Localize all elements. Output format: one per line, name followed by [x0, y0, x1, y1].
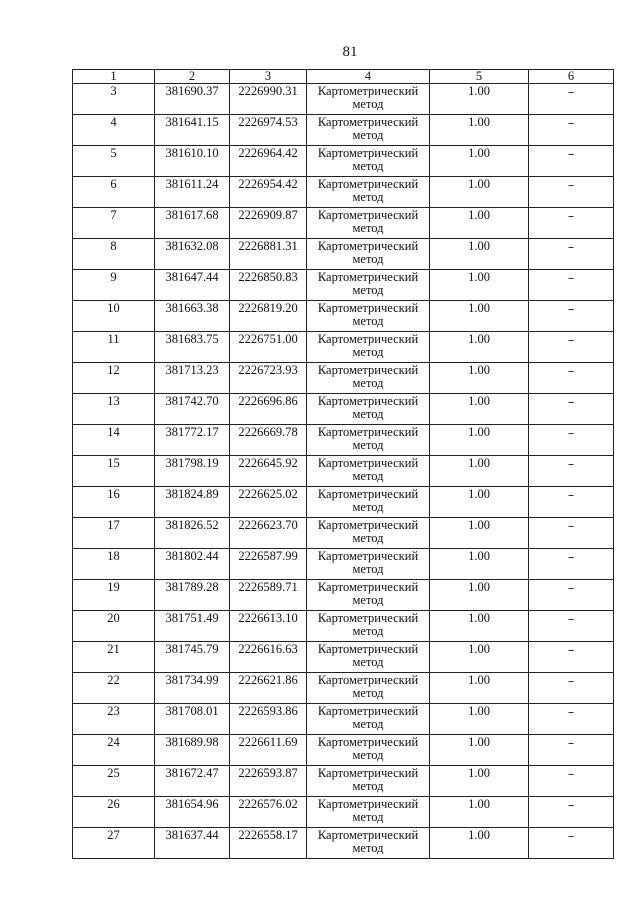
table-row — [73, 704, 614, 735]
table-row — [73, 518, 614, 549]
accuracy-cell: 1.00 — [430, 332, 529, 363]
y-coordinate-cell: 2226625.02 — [230, 487, 307, 518]
y-coordinate-cell: 2226964.42 — [230, 146, 307, 177]
method-cell: Картометрический метод — [307, 580, 430, 611]
y-coordinate-cell: 2226696.86 — [230, 394, 307, 425]
accuracy-cell: 1.00 — [430, 549, 529, 580]
description-cell: – — [529, 270, 614, 301]
method-cell: Картометрический метод — [307, 487, 430, 518]
method-cell: Картометрический метод — [307, 797, 430, 828]
x-coordinate-cell: 381713.23 — [155, 363, 230, 394]
y-coordinate-cell: 2226974.53 — [230, 115, 307, 146]
point-number-cell: 11 — [73, 332, 155, 363]
accuracy-cell: 1.00 — [430, 611, 529, 642]
table-row — [73, 580, 614, 611]
accuracy-cell: 1.00 — [430, 642, 529, 673]
column-header: 1 — [73, 70, 155, 84]
accuracy-cell: 1.00 — [430, 394, 529, 425]
method-cell: Картометрический метод — [307, 766, 430, 797]
method-cell: Картометрический метод — [307, 642, 430, 673]
y-coordinate-cell: 2226621.86 — [230, 673, 307, 704]
description-cell: – — [529, 704, 614, 735]
table-row — [73, 828, 614, 859]
method-cell: Картометрический метод — [307, 177, 430, 208]
y-coordinate-cell: 2226669.78 — [230, 425, 307, 456]
x-coordinate-cell: 381654.96 — [155, 797, 230, 828]
method-cell: Картометрический метод — [307, 146, 430, 177]
accuracy-cell: 1.00 — [430, 115, 529, 146]
header-row — [73, 70, 614, 84]
method-cell: Картометрический метод — [307, 301, 430, 332]
description-cell: – — [529, 177, 614, 208]
x-coordinate-cell: 381689.98 — [155, 735, 230, 766]
table-row — [73, 487, 614, 518]
accuracy-cell: 1.00 — [430, 828, 529, 859]
description-cell: – — [529, 611, 614, 642]
y-coordinate-cell: 2226616.63 — [230, 642, 307, 673]
table-row — [73, 394, 614, 425]
table-row — [73, 766, 614, 797]
description-cell: – — [529, 828, 614, 859]
y-coordinate-cell: 2226645.92 — [230, 456, 307, 487]
y-coordinate-cell: 2226723.93 — [230, 363, 307, 394]
point-number-cell: 20 — [73, 611, 155, 642]
accuracy-cell: 1.00 — [430, 797, 529, 828]
x-coordinate-cell: 381672.47 — [155, 766, 230, 797]
table-row — [73, 146, 614, 177]
method-cell: Картометрический метод — [307, 394, 430, 425]
y-coordinate-cell: 2226909.87 — [230, 208, 307, 239]
table-row — [73, 735, 614, 766]
method-cell: Картометрический метод — [307, 84, 430, 115]
description-cell: – — [529, 363, 614, 394]
point-number-cell: 15 — [73, 456, 155, 487]
accuracy-cell: 1.00 — [430, 766, 529, 797]
accuracy-cell: 1.00 — [430, 425, 529, 456]
table-row — [73, 673, 614, 704]
point-number-cell: 21 — [73, 642, 155, 673]
method-cell: Картометрический метод — [307, 518, 430, 549]
point-number-cell: 14 — [73, 425, 155, 456]
point-number-cell: 3 — [73, 84, 155, 115]
y-coordinate-cell: 2226881.31 — [230, 239, 307, 270]
description-cell: – — [529, 642, 614, 673]
description-cell: – — [529, 332, 614, 363]
x-coordinate-cell: 381826.52 — [155, 518, 230, 549]
x-coordinate-cell: 381610.10 — [155, 146, 230, 177]
table-row — [73, 177, 614, 208]
accuracy-cell: 1.00 — [430, 146, 529, 177]
accuracy-cell: 1.00 — [430, 704, 529, 735]
table-row — [73, 239, 614, 270]
accuracy-cell: 1.00 — [430, 487, 529, 518]
accuracy-cell: 1.00 — [430, 580, 529, 611]
y-coordinate-cell: 2226558.17 — [230, 828, 307, 859]
x-coordinate-cell: 381772.17 — [155, 425, 230, 456]
description-cell: – — [529, 301, 614, 332]
method-cell: Картометрический метод — [307, 239, 430, 270]
accuracy-cell: 1.00 — [430, 363, 529, 394]
point-number-cell: 4 — [73, 115, 155, 146]
x-coordinate-cell: 381734.99 — [155, 673, 230, 704]
table-row — [73, 549, 614, 580]
table-row — [73, 425, 614, 456]
point-number-cell: 8 — [73, 239, 155, 270]
point-number-cell: 5 — [73, 146, 155, 177]
y-coordinate-cell: 2226587.99 — [230, 549, 307, 580]
x-coordinate-cell: 381637.44 — [155, 828, 230, 859]
table-row — [73, 456, 614, 487]
description-cell: – — [529, 797, 614, 828]
table-row — [73, 270, 614, 301]
accuracy-cell: 1.00 — [430, 301, 529, 332]
x-coordinate-cell: 381824.89 — [155, 487, 230, 518]
method-cell: Картометрический метод — [307, 115, 430, 146]
accuracy-cell: 1.00 — [430, 208, 529, 239]
method-cell: Картометрический метод — [307, 549, 430, 580]
point-number-cell: 12 — [73, 363, 155, 394]
page-number: 81 — [342, 44, 358, 60]
accuracy-cell: 1.00 — [430, 735, 529, 766]
y-coordinate-cell: 2226751.00 — [230, 332, 307, 363]
point-number-cell: 23 — [73, 704, 155, 735]
y-coordinate-cell: 2226850.83 — [230, 270, 307, 301]
point-number-cell: 22 — [73, 673, 155, 704]
point-number-cell: 18 — [73, 549, 155, 580]
method-cell: Картометрический метод — [307, 270, 430, 301]
method-cell: Картометрический метод — [307, 611, 430, 642]
x-coordinate-cell: 381742.70 — [155, 394, 230, 425]
method-cell: Картометрический метод — [307, 425, 430, 456]
table-row — [73, 208, 614, 239]
x-coordinate-cell: 381632.08 — [155, 239, 230, 270]
description-cell: – — [529, 84, 614, 115]
method-cell: Картометрический метод — [307, 456, 430, 487]
column-header: 4 — [307, 70, 430, 84]
description-cell: – — [529, 208, 614, 239]
column-header: 5 — [430, 70, 529, 84]
x-coordinate-cell: 381798.19 — [155, 456, 230, 487]
method-cell: Картометрический метод — [307, 735, 430, 766]
method-cell: Картометрический метод — [307, 363, 430, 394]
description-cell: – — [529, 673, 614, 704]
method-cell: Картометрический метод — [307, 673, 430, 704]
point-number-cell: 9 — [73, 270, 155, 301]
table-row — [73, 84, 614, 115]
description-cell: – — [529, 146, 614, 177]
table-row — [73, 115, 614, 146]
column-header: 6 — [529, 70, 614, 84]
point-number-cell: 17 — [73, 518, 155, 549]
point-number-cell: 7 — [73, 208, 155, 239]
description-cell: – — [529, 394, 614, 425]
point-number-cell: 10 — [73, 301, 155, 332]
table-row — [73, 332, 614, 363]
method-cell: Картометрический метод — [307, 704, 430, 735]
y-coordinate-cell: 2226954.42 — [230, 177, 307, 208]
y-coordinate-cell: 2226613.10 — [230, 611, 307, 642]
x-coordinate-cell: 381611.24 — [155, 177, 230, 208]
description-cell: – — [529, 425, 614, 456]
table-row — [73, 642, 614, 673]
column-header: 3 — [230, 70, 307, 84]
y-coordinate-cell: 2226593.86 — [230, 704, 307, 735]
point-number-cell: 16 — [73, 487, 155, 518]
x-coordinate-cell: 381789.28 — [155, 580, 230, 611]
point-number-cell: 24 — [73, 735, 155, 766]
y-coordinate-cell: 2226819.20 — [230, 301, 307, 332]
table-row — [73, 301, 614, 332]
description-cell: – — [529, 580, 614, 611]
x-coordinate-cell: 381690.37 — [155, 84, 230, 115]
accuracy-cell: 1.00 — [430, 456, 529, 487]
x-coordinate-cell: 381647.44 — [155, 270, 230, 301]
y-coordinate-cell: 2226611.69 — [230, 735, 307, 766]
table-body — [73, 84, 614, 859]
description-cell: – — [529, 549, 614, 580]
y-coordinate-cell: 2226593.87 — [230, 766, 307, 797]
x-coordinate-cell: 381745.79 — [155, 642, 230, 673]
description-cell: – — [529, 456, 614, 487]
point-number-cell: 13 — [73, 394, 155, 425]
x-coordinate-cell: 381683.75 — [155, 332, 230, 363]
x-coordinate-cell: 381617.68 — [155, 208, 230, 239]
point-number-cell: 25 — [73, 766, 155, 797]
x-coordinate-cell: 381708.01 — [155, 704, 230, 735]
column-header: 2 — [155, 70, 230, 84]
method-cell: Картометрический метод — [307, 828, 430, 859]
y-coordinate-cell: 2226589.71 — [230, 580, 307, 611]
x-coordinate-cell: 381641.15 — [155, 115, 230, 146]
table-row — [73, 363, 614, 394]
method-cell: Картометрический метод — [307, 332, 430, 363]
description-cell: – — [529, 735, 614, 766]
description-cell: – — [529, 239, 614, 270]
accuracy-cell: 1.00 — [430, 270, 529, 301]
description-cell: – — [529, 518, 614, 549]
accuracy-cell: 1.00 — [430, 177, 529, 208]
x-coordinate-cell: 381802.44 — [155, 549, 230, 580]
description-cell: – — [529, 487, 614, 518]
method-cell: Картометрический метод — [307, 208, 430, 239]
accuracy-cell: 1.00 — [430, 518, 529, 549]
table-header — [73, 70, 614, 84]
point-number-cell: 19 — [73, 580, 155, 611]
y-coordinate-cell: 2226990.31 — [230, 84, 307, 115]
point-number-cell: 27 — [73, 828, 155, 859]
accuracy-cell: 1.00 — [430, 673, 529, 704]
description-cell: – — [529, 115, 614, 146]
table-row — [73, 797, 614, 828]
y-coordinate-cell: 2226623.70 — [230, 518, 307, 549]
point-number-cell: 26 — [73, 797, 155, 828]
description-cell: – — [529, 766, 614, 797]
table-row — [73, 611, 614, 642]
y-coordinate-cell: 2226576.02 — [230, 797, 307, 828]
accuracy-cell: 1.00 — [430, 239, 529, 270]
x-coordinate-cell: 381751.49 — [155, 611, 230, 642]
coordinates-table — [72, 69, 614, 859]
point-number-cell: 6 — [73, 177, 155, 208]
accuracy-cell: 1.00 — [430, 84, 529, 115]
x-coordinate-cell: 381663.38 — [155, 301, 230, 332]
